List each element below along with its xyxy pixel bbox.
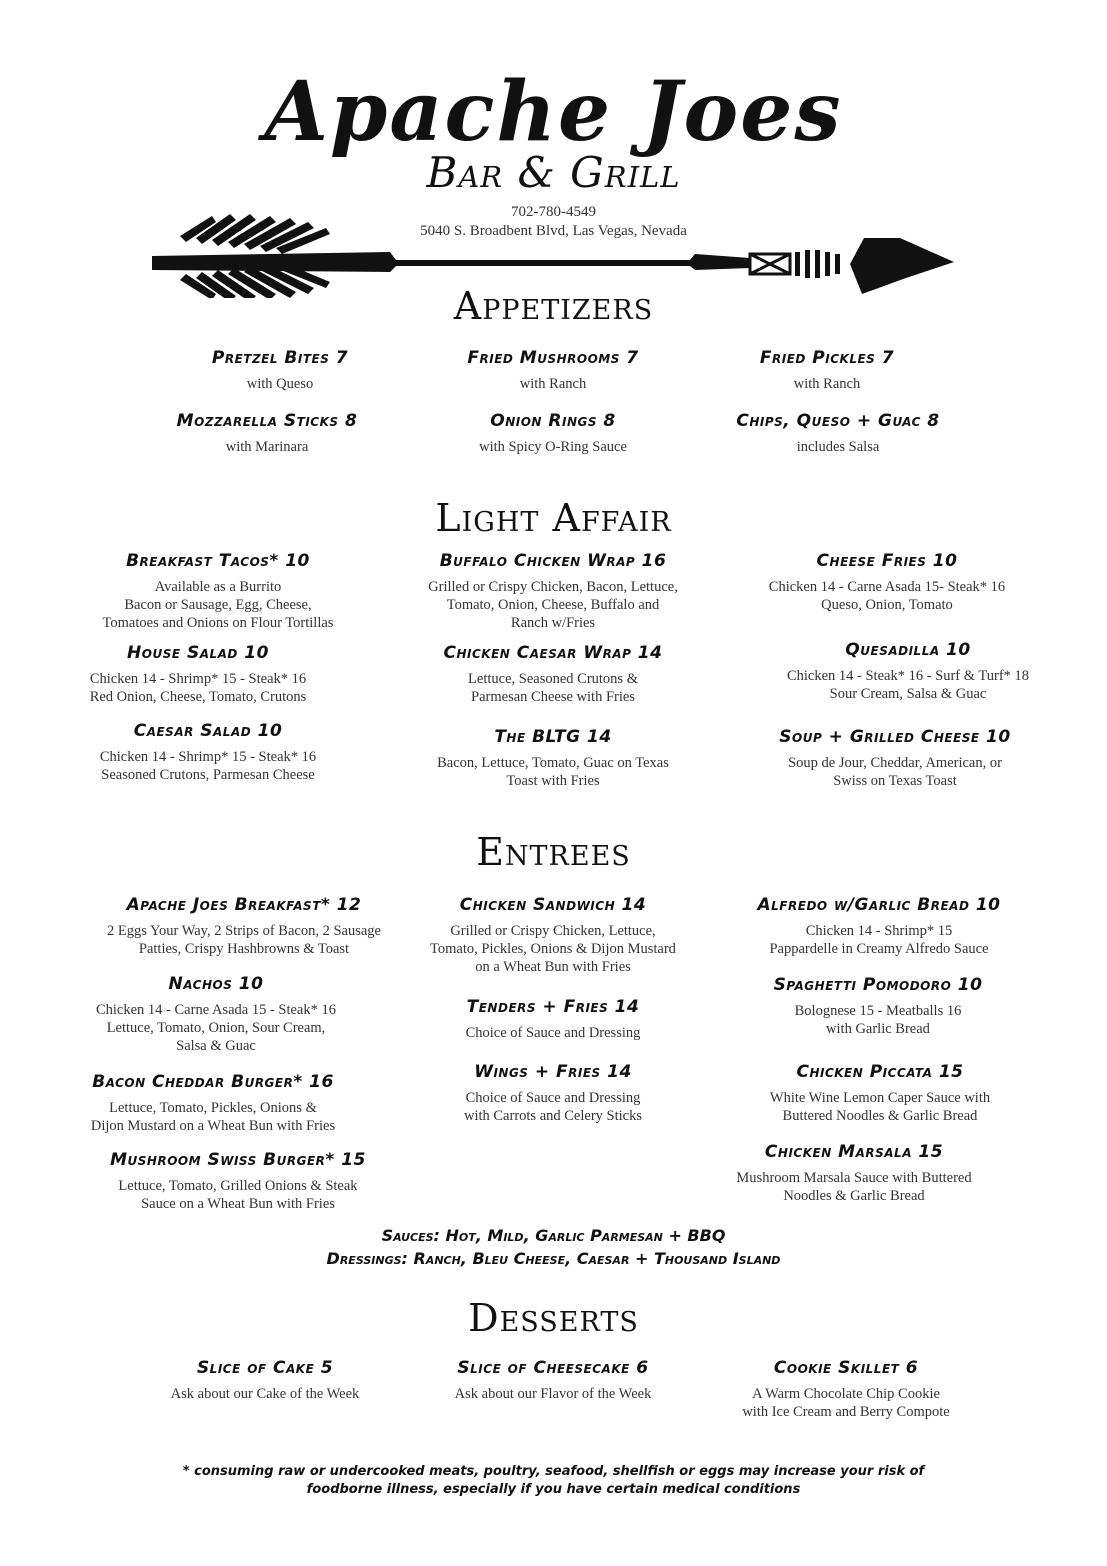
food-safety-disclaimer [100,1463,1007,1499]
item-description: Chicken 14 - Carne Asada 15 - Steak* 16 [95,1002,336,1018]
menu-item-bacon-cheddar-burger [53,1071,373,1135]
menu-item-caesar-salad [48,720,368,784]
section-title-entrees: Entrees [476,830,631,874]
item-description: Lettuce, Seasoned Crutons & [468,671,638,687]
item-description: Grilled or Crispy Chicken, Lettuce, [450,923,656,939]
item-description: White Wine Lemon Caper Sauce with [769,1090,991,1106]
item-name: Chicken Caesar Wrap 14 [443,643,663,663]
item-description: Tomato, Pickles, Onions & Dijon Mustard [430,941,676,957]
menu-item-fried-mushrooms [403,347,703,393]
item-description: with Ranch [519,376,587,392]
item-description: Pappardelle in Creamy Alfredo Sauce [769,941,989,957]
item-name: Spaghetti Pomodoro 10 [773,975,983,995]
item-name: Fried Mushrooms 7 [467,348,639,368]
item-description: Chicken 14 - Steak* 16 - Surf & Turf* 18 [786,668,1030,684]
item-description: Ranch w/Fries [510,615,596,631]
item-description: Sauce on a Wheat Bun with Fries [141,1196,335,1212]
item-name: Cheese Fries 10 [816,551,958,571]
item-name: Soup + Grilled Cheese 10 [779,727,1011,747]
item-name: Caesar Salad 10 [133,721,283,741]
item-description: Grilled or Crispy Chicken, Bacon, Lettuce, [428,579,678,595]
dressings-note: Dressings: Ranch, Bleu Cheese, Caesar + Thousand Island [326,1249,781,1268]
item-description: Ask about our Cake of the Week [170,1386,360,1402]
item-name: House Salad 10 [127,643,269,663]
menu-item-alfredo-garlic-bread [711,894,1047,958]
restaurant-name: Apache Joes [264,64,843,160]
menu-item-the-bltg [393,726,713,790]
item-name: Mozzarella Sticks 8 [176,411,358,431]
menu-item-slice-of-cake [105,1357,425,1403]
menu-item-chicken-caesar-wrap [393,642,713,706]
item-description: Parmesan Cheese with Fries [471,689,635,705]
item-description: with Ranch [793,376,861,392]
menu-item-quesadilla [748,639,1068,703]
item-name: Buffalo Chicken Wrap 16 [439,551,667,571]
item-description: Available as a Burrito [154,579,282,595]
menu-item-tenders-fries [393,996,713,1042]
menu-item-chicken-marsala [694,1141,1014,1205]
menu-item-cookie-skillet [686,1357,1006,1421]
item-name: Quesadilla 10 [845,640,971,660]
item-name: The BLTG 14 [494,727,612,747]
item-name: Mushroom Swiss Burger* 15 [110,1150,366,1170]
menu-item-mushroom-swiss-burger [78,1149,398,1213]
item-description: Lettuce, Tomato, Pickles, Onions & [109,1100,317,1116]
item-name: Chicken Marsala 15 [764,1142,944,1162]
item-description: Patties, Crispy Hashbrowns & Toast [138,941,350,957]
menu-item-pretzel-bites [130,347,430,393]
item-description: A Warm Chocolate Chip Cookie [752,1386,940,1402]
item-description: Noodles & Garlic Bread [783,1188,925,1204]
address: 5040 S. Broadbent Blvd, Las Vegas, Nevada [420,223,687,239]
item-description: with Carrots and Celery Sticks [463,1108,642,1124]
item-name: Chips, Queso + Guac 8 [736,411,940,431]
disclaimer-line: * consuming raw or undercooked meats, poultry, seafood, shellfish or eggs may increase your risk of [182,1464,925,1479]
item-description: Bacon, Lettuce, Tomato, Guac on Texas [437,755,669,771]
item-description: Lettuce, Tomato, Onion, Sour Cream, [106,1020,326,1036]
menu-item-slice-of-cheesecake [393,1357,713,1403]
item-description: Chicken 14 - Shrimp* 15 [805,923,953,939]
item-name: Slice of Cheesecake 6 [457,1358,649,1378]
menu-item-breakfast-tacos [58,550,378,632]
item-description: with Ice Cream and Berry Compote [742,1404,950,1420]
item-name: Cookie Skillet 6 [773,1358,919,1378]
item-description: Ask about our Flavor of the Week [454,1386,652,1402]
menu-item-onion-rings [403,410,703,456]
item-description: with Garlic Bread [826,1021,930,1037]
menu-item-mozzarella-sticks [117,410,417,456]
item-description: Seasoned Crutons, Parmesan Cheese [101,767,315,783]
section-title-appetizers: Appetizers [453,284,654,328]
item-description: Choice of Sauce and Dressing [465,1090,641,1106]
item-name: Breakfast Tacos* 10 [126,551,310,571]
item-description: Bacon or Sausage, Egg, Cheese, [124,597,312,613]
restaurant-subtitle: Bar & Grill [426,148,681,197]
item-name: Chicken Piccata 15 [796,1062,964,1082]
menu-item-wings-fries [393,1061,713,1125]
phone-number: 702-780-4549 [511,204,596,220]
item-description: Soup de Jour, Cheddar, American, or [788,755,1002,771]
item-description: Swiss on Texas Toast [833,773,957,789]
menu-item-spaghetti-pomodoro [718,974,1038,1038]
item-description: Sour Cream, Salsa & Guac [829,686,987,702]
menu-item-chicken-piccata [720,1061,1040,1125]
menu-item-cheese-fries [727,550,1047,614]
item-description: Red Onion, Cheese, Tomato, Crutons [89,689,307,705]
item-description: with Spicy O-Ring Sauce [479,439,627,455]
item-name: Onion Rings 8 [490,411,616,431]
item-name: Alfredo w/Garlic Bread 10 [757,895,1001,915]
item-description: 2 Eggs Your Way, 2 Strips of Bacon, 2 Sausage [107,923,381,939]
item-description: Choice of Sauce and Dressing [465,1025,641,1041]
item-description: Toast with Fries [506,773,600,789]
item-description: Chicken 14 - Carne Asada 15- Steak* 16 [768,579,1006,595]
item-description: Chicken 14 - Shrimp* 15 - Steak* 16 [99,749,317,765]
section-title-desserts: Desserts [468,1296,639,1340]
menu-item-nachos [56,973,376,1055]
menu-item-apache-joes-breakfast [76,894,412,958]
item-name: Tenders + Fries 14 [466,997,640,1017]
item-description: Mushroom Marsala Sauce with Buttered [736,1170,972,1186]
menu-item-buffalo-chicken-wrap [393,550,713,632]
item-name: Nachos 10 [168,974,264,994]
item-description: on a Wheat Bun with Fries [475,959,631,975]
item-name: Wings + Fries 14 [474,1062,632,1082]
menu-item-soup-grilled-cheese [735,726,1055,790]
item-description: Dijon Mustard on a Wheat Bun with Fries [90,1118,336,1134]
section-title-light-affair: Light Affair [435,496,672,540]
menu-item-chicken-sandwich [393,894,713,976]
item-description: Bolognese 15 - Meatballs 16 [794,1003,962,1019]
item-description: Buttered Noodles & Garlic Bread [782,1108,978,1124]
item-description: includes Salsa [796,439,880,455]
menu-item-house-salad [38,642,358,706]
item-description: with Marinara [225,439,309,455]
item-name: Fried Pickles 7 [759,348,895,368]
item-description: Lettuce, Tomato, Grilled Onions & Steak [118,1178,358,1194]
sauces-note: Sauces: Hot, Mild, Garlic Parmesan + BBQ [381,1226,726,1245]
menu-item-fried-pickles [677,347,977,393]
item-name: Slice of Cake 5 [196,1358,334,1378]
item-description: with Queso [246,376,314,392]
item-name: Pretzel Bites 7 [211,348,349,368]
disclaimer-line: foodborne illness, especially if you have certain medical conditions [306,1482,801,1497]
item-description: Tomato, Onion, Cheese, Buffalo and [446,597,660,613]
item-name: Apache Joes Breakfast* 12 [126,895,362,915]
item-description: Queso, Onion, Tomato [821,597,953,613]
menu-item-chips-queso-guac [688,410,988,456]
item-name: Bacon Cheddar Burger* 16 [92,1072,334,1092]
item-name: Chicken Sandwich 14 [459,895,647,915]
item-description: Chicken 14 - Shrimp* 15 - Steak* 16 [89,671,307,687]
item-description: Salsa & Guac [176,1038,256,1054]
item-description: Tomatoes and Onions on Flour Tortillas [102,615,334,631]
